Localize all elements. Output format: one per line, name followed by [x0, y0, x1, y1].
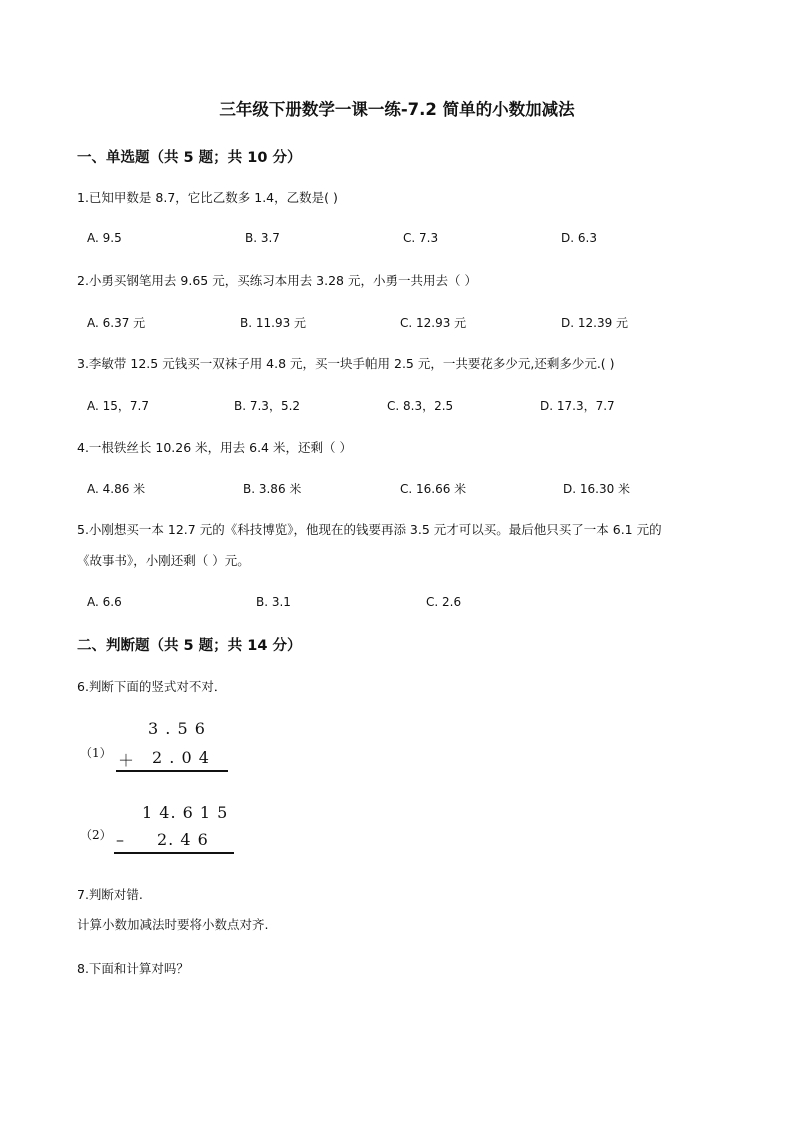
question-2-option-d: D. 12.39 元 — [561, 316, 629, 330]
calc-2-operator: – — [116, 830, 125, 849]
question-4-option-d: D. 16.30 米 — [563, 482, 631, 496]
question-2-option-c: C. 12.93 元 — [400, 316, 467, 330]
question-5-option-c: C. 2.6 — [426, 595, 462, 609]
section-heading-single-choice: 一、单选题（共 5 题；共 10 分） — [77, 150, 302, 166]
question-3-option-b: B. 7.3，5.2 — [234, 399, 301, 413]
question-1-option-b: B. 3.7 — [245, 231, 280, 245]
section-heading-true-false: 二、判断题（共 5 题；共 14 分） — [77, 638, 302, 654]
page-title: 三年级下册数学一课一练-7.2 简单的小数加减法 — [219, 100, 575, 119]
question-5-option-b: B. 3.1 — [256, 595, 291, 609]
calc-1-top-operand: 3 . 5 6 — [148, 719, 206, 738]
question-7-statement: 计算小数加减法时要将小数点对齐. — [77, 917, 269, 932]
question-1-option-a: A. 9.5 — [87, 231, 122, 245]
question-3-option-a: A. 15，7.7 — [87, 399, 149, 413]
question-3-option-d: D. 17.3，7.7 — [540, 399, 615, 413]
question-4-option-b: B. 3.86 米 — [243, 482, 302, 496]
calc-1-label: （1） — [80, 746, 112, 760]
question-3-text: 3.李敏带 12.5 元钱买一双袜子用 4.8 元，买一块手帕用 2.5 元，一共要花多少元,还剩多少元.( ) — [77, 356, 615, 371]
question-1-option-d: D. 6.3 — [561, 231, 597, 245]
question-2-option-a: A. 6.37 元 — [87, 316, 146, 330]
question-3-option-c: C. 8.3，2.5 — [387, 399, 454, 413]
question-5-text-line-1: 5.小刚想买一本 12.7 元的《科技博览》，他现在的钱要再添 3.5 元才可以买。最后他只买了一本 6.1 元的 — [77, 522, 662, 537]
calc-1-result-line — [116, 770, 228, 772]
question-2-option-b: B. 11.93 元 — [240, 316, 307, 330]
question-1-text: 1.已知甲数是 8.7，它比乙数多 1.4，乙数是( ) — [77, 190, 338, 205]
question-4-option-c: C. 16.66 米 — [400, 482, 467, 496]
question-1-option-c: C. 7.3 — [403, 231, 439, 245]
calc-2-top-operand: 1 4. 6 1 5 — [142, 803, 229, 822]
question-5-text-line-2: 《故事书》，小刚还剩（ ）元。 — [77, 553, 250, 568]
question-7-text: 7.判断对错. — [77, 887, 143, 902]
calc-1-bottom-operand: 2 . 0 4 — [152, 748, 210, 767]
calc-1-operator: ＋ — [118, 751, 136, 770]
calc-2-result-line — [114, 852, 234, 854]
question-5-option-a: A. 6.6 — [87, 595, 122, 609]
question-4-option-a: A. 4.86 米 — [87, 482, 146, 496]
question-4-text: 4.一根铁丝长 10.26 米，用去 6.4 米，还剩（ ） — [77, 440, 352, 455]
question-6-text: 6.判断下面的竖式对不对． — [77, 679, 227, 694]
question-2-text: 2.小勇买钢笔用去 9.65 元，买练习本用去 3.28 元，小勇一共用去（ ） — [77, 273, 477, 288]
question-8-text: 8.下面和计算对吗？ — [77, 961, 189, 976]
calc-2-label: （2） — [80, 828, 112, 842]
calc-2-bottom-operand: 2. 4 6 — [157, 830, 209, 849]
